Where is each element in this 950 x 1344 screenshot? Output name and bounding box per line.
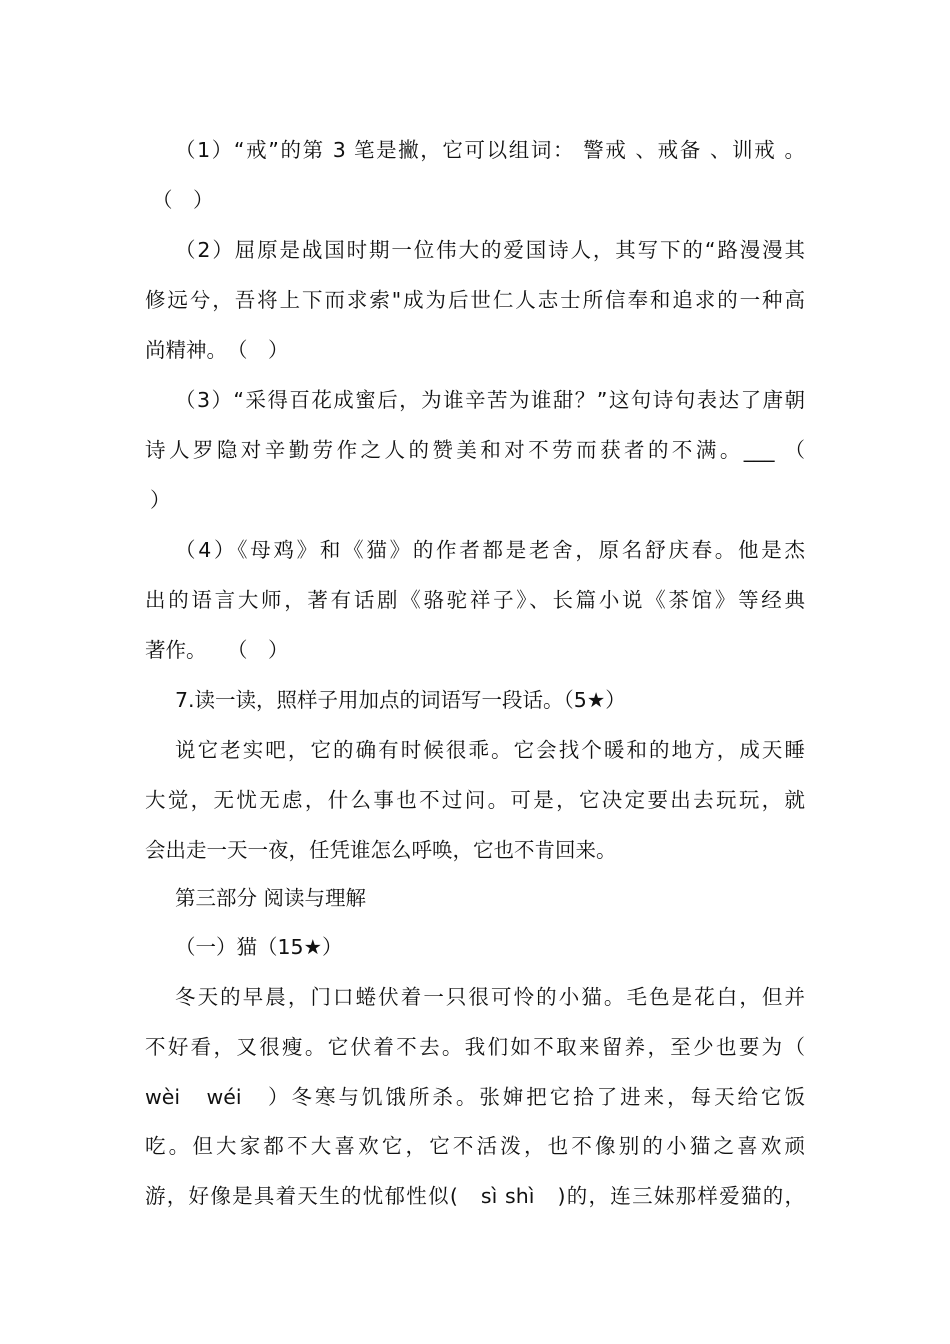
question-3-line-1: （3）“采得百花成蜜后，为谁辛苦为谁甜？”这句诗句表达了唐朝 bbox=[175, 388, 805, 412]
passage-line-2: 不好看，又很瘦。它伏着不去。我们如不取来留养，至少也要为（ bbox=[145, 1035, 805, 1059]
sample-paragraph-line-2: 大觉，无忧无虑，什么事也不过问。可是，它决定要出去玩玩，就 bbox=[145, 788, 805, 812]
question-1-line-1: （1）“戒”的第 3 笔是撇，它可以组词： 警戒 、戒备 、训戒 。 bbox=[175, 138, 805, 162]
passage-line-5: 游，好像是具着天生的忧郁性似( sì shì )的，连三妹那样爱猫的， bbox=[145, 1184, 805, 1208]
section-7-heading: 7.读一读，照样子用加点的词语写一段话。（5★） bbox=[175, 688, 626, 712]
question-4-line-2: 出的语言大师，著有话剧《骆驼祥子》、长篇小说《茶馆》等经典 bbox=[145, 588, 805, 612]
question-3-line-2: 诗人罗隐对辛勤劳作之人的赞美和对不劳而获者的不满。___ （ bbox=[145, 438, 805, 462]
passage-line-4: 吃。但大家都不大喜欢它，它不活泼，也不像别的小猫之喜欢顽 bbox=[145, 1134, 805, 1158]
question-2-line-1: （2）屈原是战国时期一位伟大的爱国诗人，其写下的“路漫漫其 bbox=[175, 238, 805, 262]
passage-line-1: 冬天的早晨，门口蜷伏着一只很可怜的小猫。毛色是花白，但并 bbox=[175, 985, 805, 1009]
question-2-line-2: 修远兮，吾将上下而求索"成为后世仁人志士所信奉和追求的一种高 bbox=[145, 288, 805, 312]
part-3-heading: 第三部分 阅读与理解 bbox=[175, 886, 367, 910]
passage-line-3: wèi wéi ）冬寒与饥饿所杀。张婶把它拾了进来，每天给它饭 bbox=[145, 1085, 805, 1109]
answer-bracket-1: （ ） bbox=[152, 188, 214, 212]
question-3-line-3: ） bbox=[150, 488, 171, 512]
sample-paragraph-line-3: 会出走一天一夜，任凭谁怎么呼唤，它也不肯回来。 bbox=[145, 838, 617, 862]
question-4-line-3: 著作。 （ ） bbox=[145, 638, 289, 662]
question-4-line-1: （4）《母鸡》和《猫》的作者都是老舍，原名舒庆春。他是杰 bbox=[175, 538, 805, 562]
reading-1-title: （一）猫（15★） bbox=[175, 935, 343, 959]
question-2-line-3: 尚精神。 （ ） bbox=[145, 338, 289, 362]
sample-paragraph-line-1: 说它老实吧，它的确有时候很乖。它会找个暖和的地方，成天睡 bbox=[175, 738, 805, 762]
